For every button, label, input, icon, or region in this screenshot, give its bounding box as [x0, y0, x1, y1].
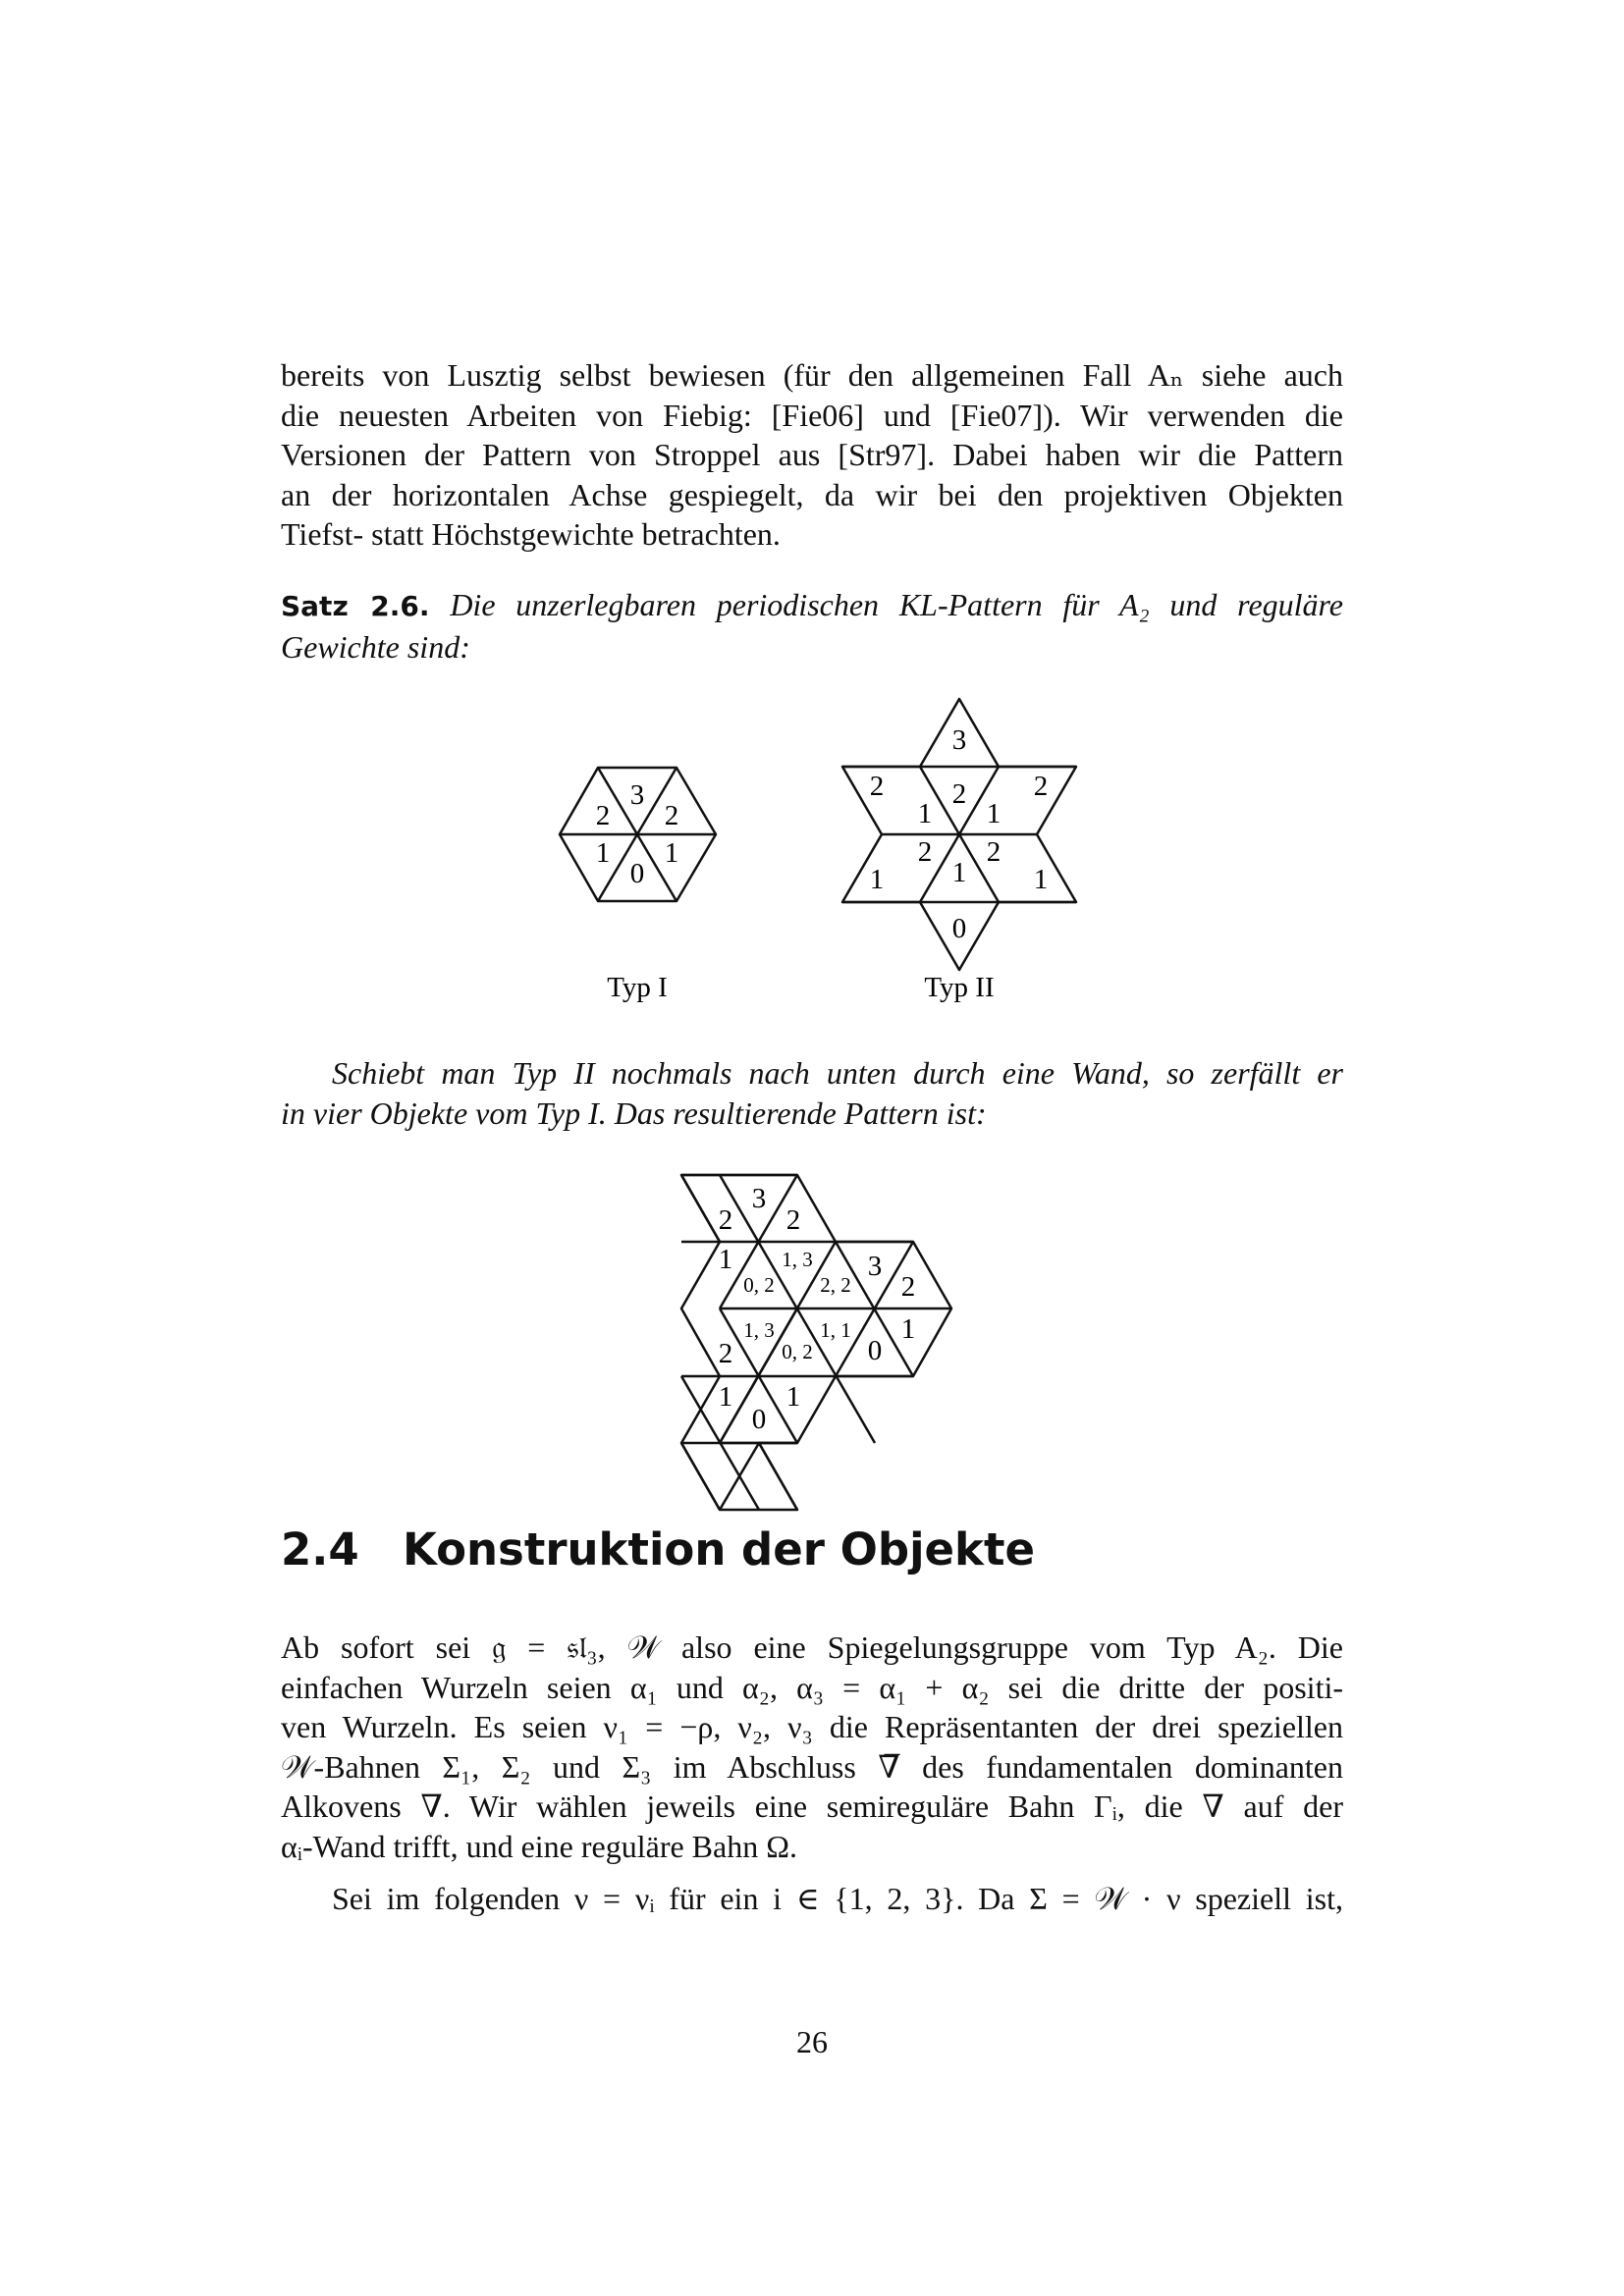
- last-paragraph: [281, 1879, 1343, 1919]
- type2-label: 2: [917, 836, 933, 868]
- type1-label: 1: [595, 837, 611, 869]
- type1-label: 2: [664, 800, 679, 831]
- type2-label: 2: [951, 778, 967, 810]
- result-label: 1, 3: [782, 1248, 813, 1271]
- text-line: Tiefst- statt Höchstgewichte betrachten.: [281, 516, 781, 552]
- type2-label: 1: [1033, 864, 1049, 895]
- theorem-text: Die unzerlegbaren periodischen KL-Pattern für A₂ und reguläre: [450, 587, 1344, 622]
- result-label: 2: [718, 1338, 733, 1369]
- section-paragraph: [281, 1628, 1343, 1866]
- text-line: ven Wurzeln. Es seien ν₁ = −ρ, ν₂, ν₃ die Repräsentanten der drei speziellen: [281, 1709, 1343, 1744]
- type2-label: 2: [986, 836, 1001, 868]
- result-label: 1: [900, 1313, 916, 1345]
- type2-label: 2: [1033, 771, 1049, 802]
- text-line: 𝒲-Bahnen Σ₁, Σ₂ und Σ₃ im Abschluss ∇̅ des fundamentalen dominanten: [281, 1748, 1343, 1785]
- text-line: Versionen der Pattern von Stroppel aus [Str97]. Dabei haben wir die Pattern: [281, 437, 1343, 472]
- section-title: Konstruktion der Objekte: [403, 1523, 1035, 1575]
- type2-label: 1: [951, 857, 967, 888]
- text-line: Schiebt man Typ II nochmals nach unten durch eine Wand, so zerfällt er: [332, 1055, 1343, 1091]
- result-label: 1, 3: [743, 1318, 775, 1342]
- type2-label: 1: [869, 864, 885, 895]
- theorem-text: Gewichte sind:: [281, 628, 470, 665]
- result-label: 1: [785, 1381, 801, 1413]
- result-label: 2: [900, 1271, 916, 1303]
- result-label: 1: [718, 1381, 733, 1413]
- result-label: 2: [718, 1204, 733, 1236]
- result-label: 1, 1: [820, 1318, 851, 1342]
- type2-label: 0: [951, 913, 967, 944]
- text-line: Sei im folgenden ν = νᵢ für ein i ∈ {1, 2, 3}. Da Σ = 𝒲 · ν speziell ist,: [332, 1881, 1343, 1916]
- section-heading: [281, 1523, 1035, 1575]
- type1-label: 2: [595, 800, 611, 831]
- result-label: 2, 2: [820, 1273, 851, 1297]
- result-label: 0: [867, 1335, 883, 1366]
- section-number: 2.4: [281, 1523, 359, 1575]
- text-line: Ab sofort sei 𝔤 = 𝔰𝔩₃, 𝒲 also eine Spiegelungsgruppe vom Typ A₂. Die: [281, 1629, 1343, 1665]
- type1-label: 0: [629, 858, 645, 889]
- theorem-label: Satz 2.6.: [281, 590, 430, 622]
- text-line: bereits von Lusztig selbst bewiesen (für den allgemeinen Fall Aₙ siehe auch: [281, 357, 1343, 393]
- type1-label: 1: [664, 837, 679, 869]
- result-label: 3: [867, 1251, 883, 1282]
- result-label: 3: [751, 1183, 767, 1214]
- text-line: einfachen Wurzeln seien α₁ und α₂, α₃ = α₁ + α₂ sei die dritte der positi-: [281, 1669, 1343, 1705]
- type2-label: 1: [917, 798, 933, 829]
- type1-caption: Typ I: [607, 972, 668, 1003]
- type1-label: 3: [629, 779, 645, 811]
- type2-label: 2: [869, 771, 885, 802]
- type2-label: 3: [951, 724, 967, 756]
- result-label: 2: [785, 1204, 801, 1236]
- result-label: 1: [718, 1244, 733, 1275]
- text-line: αᵢ-Wand trifft, und eine reguläre Bahn Ω.: [281, 1828, 797, 1864]
- text-line: in vier Objekte vom Typ I. Das resultierende Pattern ist:: [281, 1095, 987, 1131]
- text-line: die neuesten Arbeiten von Fiebig: [Fie06] und [Fie07]). Wir verwenden die: [281, 397, 1343, 433]
- type2-label: 1: [986, 798, 1001, 829]
- result-label: 0: [751, 1404, 767, 1435]
- result-label: 0, 2: [743, 1273, 775, 1297]
- text-line: Alkovens ∇. Wir wählen jeweils eine semireguläre Bahn Γᵢ, die ∇ auf der: [281, 1789, 1343, 1824]
- page-number: 26: [796, 2024, 828, 2059]
- result-label: 0, 2: [782, 1340, 813, 1363]
- text-line: an der horizontalen Achse gespiegelt, da wir bei den projektiven Objekten: [281, 476, 1343, 512]
- type2-caption: Typ II: [924, 972, 995, 1003]
